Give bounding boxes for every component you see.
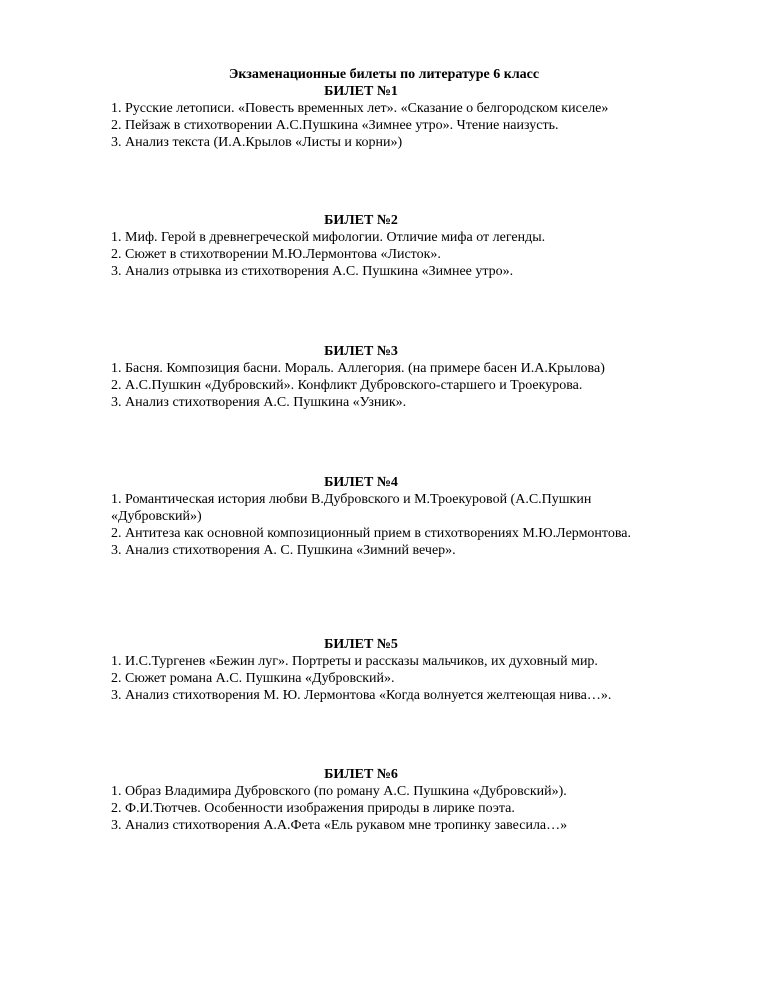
question: 1. Образ Владимира Дубровского (по роману А.С. Пушкина «Дубровский»).: [111, 784, 567, 799]
ticket-5: [111, 636, 701, 704]
question: 2. Антитеза как основной композиционный прием в стихотворениях М.Ю.Лермонтова.: [111, 526, 631, 541]
question: 3. Анализ отрывка из стихотворения А.С. Пушкина «Зимнее утро».: [111, 264, 514, 279]
question: 3. Анализ стихотворения А. С. Пушкина «Зимний вечер».: [111, 543, 456, 558]
question: 1. Романтическая история любви В.Дубровского и М.Троекуровой (А.С.Пушкин «Дубровский»): [111, 492, 592, 524]
question: 3. Анализ стихотворения А.С. Пушкина «Узник».: [111, 395, 407, 410]
ticket-3: [111, 343, 701, 411]
ticket-heading: БИЛЕТ №3: [324, 344, 398, 359]
ticket-4: [111, 474, 701, 559]
question: 1. И.С.Тургенев «Бежин луг». Портреты и рассказы мальчиков, их духовный мир.: [111, 654, 598, 669]
question: 1. Миф. Герой в древнегреческой мифологии. Отличие мифа от легенды.: [111, 230, 546, 245]
document-title: Экзаменационные билеты по литературе 6 класс: [228, 67, 540, 82]
question: 3. Анализ текста (И.А.Крылов «Листы и корни»): [111, 135, 403, 150]
question: 1. Басня. Композиция басни. Мораль. Аллегория. (на примере басен И.А.Крылова): [111, 361, 605, 376]
question: 2. Сюжет в стихотворении М.Ю.Лермонтова «Листок».: [111, 247, 441, 262]
question: 2. Ф.И.Тютчев. Особенности изображения природы в лирике поэта.: [111, 801, 515, 816]
ticket-heading: БИЛЕТ №6: [324, 767, 398, 782]
ticket-heading: БИЛЕТ №4: [324, 475, 398, 490]
question: 3. Анализ стихотворения А.А.Фета «Ель рукавом мне тропинку завесила…»: [111, 818, 568, 833]
ticket-heading: БИЛЕТ №2: [324, 213, 398, 228]
ticket-2: [111, 212, 701, 280]
ticket-heading: БИЛЕТ №1: [324, 84, 398, 99]
question: 2. А.С.Пушкин «Дубровский». Конфликт Дубровского-старшего и Троекурова.: [111, 378, 583, 393]
question: 3. Анализ стихотворения М. Ю. Лермонтова «Когда волнуется желтеющая нива…».: [111, 688, 612, 703]
question: 1. Русские летописи. «Повесть временных лет». «Сказание о белгородском киселе»: [111, 101, 609, 116]
question: 2. Пейзаж в стихотворении А.С.Пушкина «Зимнее утро». Чтение наизусть.: [111, 118, 559, 133]
ticket-1: [111, 83, 701, 151]
question: 2. Сюжет романа А.С. Пушкина «Дубровский».: [111, 671, 395, 686]
ticket-6: [111, 766, 701, 834]
ticket-heading: БИЛЕТ №5: [324, 637, 398, 652]
